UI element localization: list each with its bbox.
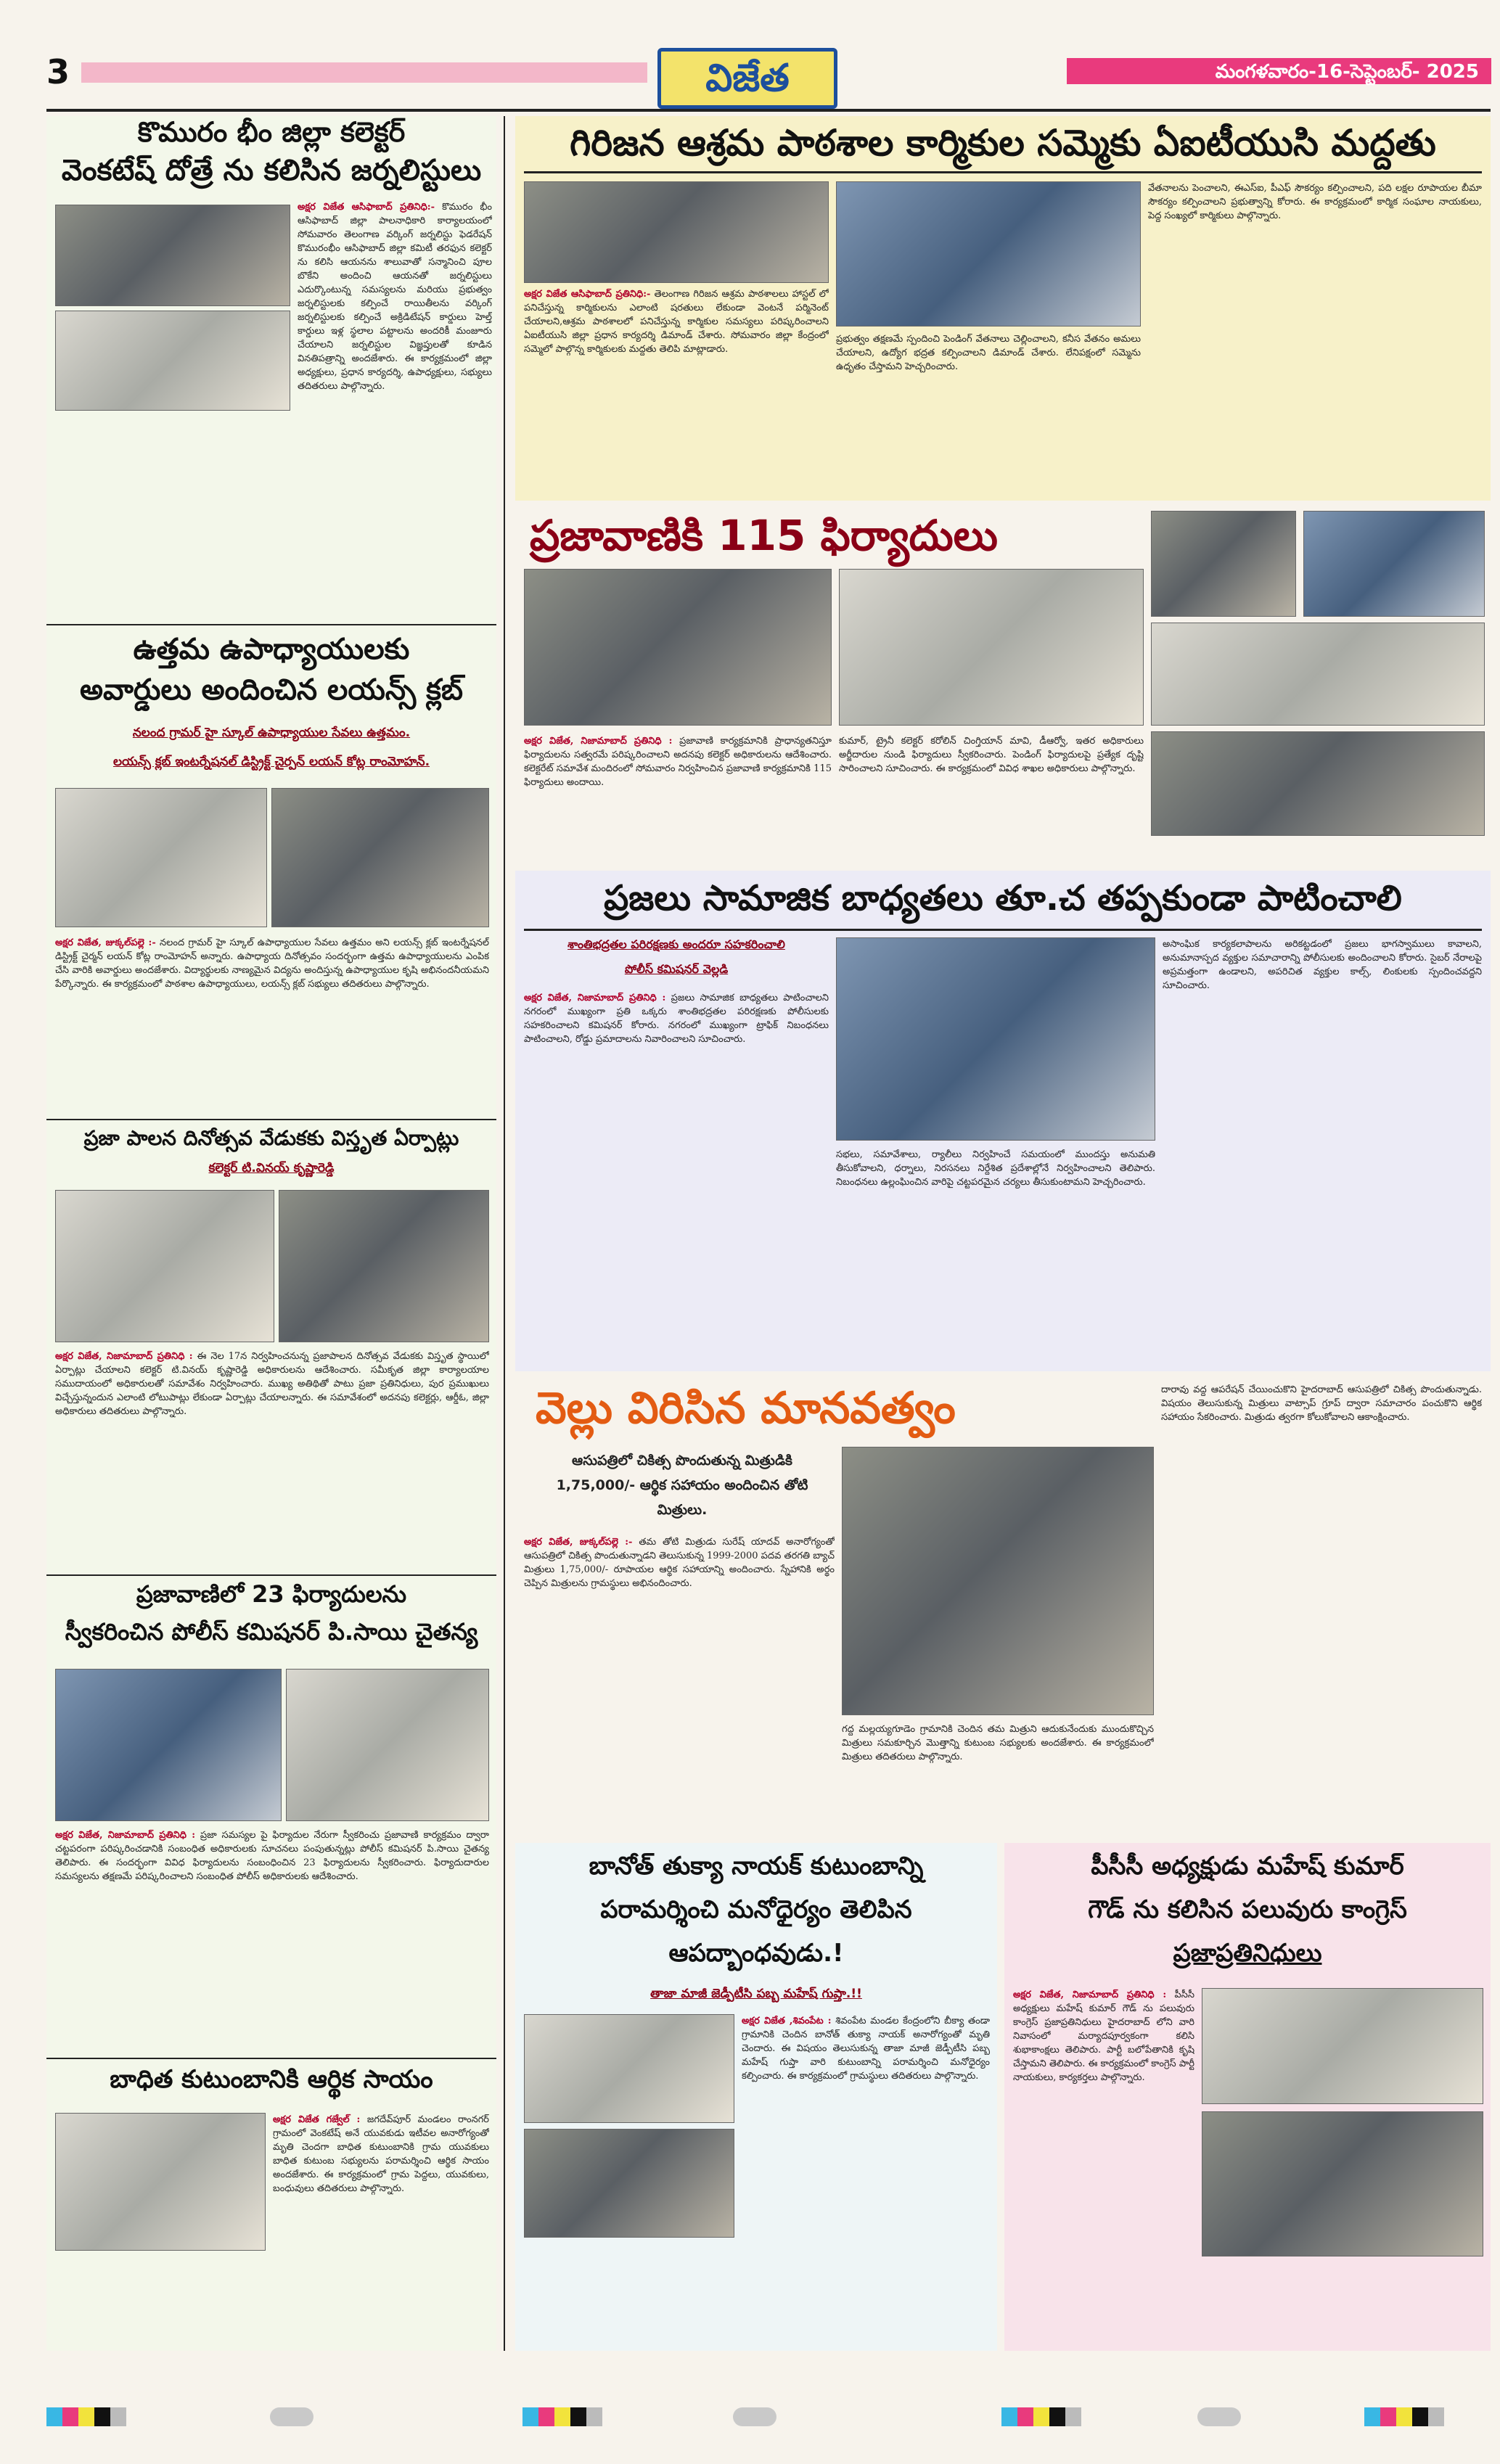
mahesh-photo-bottom bbox=[1202, 2111, 1483, 2256]
tukya-subhead: తాజా మాజీ జెడ్పీటీసి పబ్బ మహేష్ గుప్తా.!! bbox=[650, 1987, 862, 2001]
story2-rule bbox=[46, 1119, 496, 1120]
story1-text: కొమురం భీం ఆసిఫాబాద్ జిల్లా పాలనాధికారి కార్యాలయంలో సోమవారం తెలంగాణ వర్కింగ్ జర్నలిస్టు ఫెడరేషన్ కొమురంభీం ఆసిఫాబాద్ జిల్లా కమిటీ తరఫున కలెక్టర్ ను కలిసి ఆయనను శాలువాతో సన్మానించి పూల బొకేని అందించి ఆయనతో జర్నలిస్టులు ఎదుర్కొంటున్న సమస్యలను మరియు ప్రభుత్వం జర్నలిస్టులకు కల్పించే రాయితీలను వర్కింగ్ జర్నలిస్టులకు కల్పించే అక్రిడిటేషన్ కార్డులు హెల్త్ కార్డులు ఇళ్ల స్థలాల పట్టాలను అందరికీ మంజూరు చేయాలని జర్నలిస్టుల విజ్ఞప్తులతో కూడిన వినతిపత్రాన్ని అందజేశారు. ఈ కార్యక్రమంలో జిల్లా అధ్యక్షులు, ప్రధాన కార్యదర్శి, ఉపాధ్యక్షులు, సభ్యులు తదితరులు పాల్గొన్నారు. bbox=[298, 202, 492, 392]
story4-byline: అక్షర విజేత, నిజామాబాద్ ప్రతినిధి : bbox=[55, 1830, 195, 1841]
prajavani-body-2: కుమార్, ట్రైనీ కలెక్టర్ కరోలిన్ చింగ్తియాన్ మావి, డీఆర్వో, ఇతర అధికారులు అర్జీదారుల నుండి ఫిర్యాదులు స్వీకరించారు. పెండింగ్ ఫిర్యాదులపై ప్రత్యేక దృష్టి సారించాలని సూచించారు. ఈ కార్యక్రమంలో వివిధ శాఖల అధికారులు పాల్గొన్నారు. bbox=[839, 736, 1144, 774]
humanity-photo bbox=[842, 1447, 1154, 1715]
tukya-byline: అక్షర విజేత ,శివంపేట : bbox=[742, 2016, 832, 2026]
top-story-title: గిరిజన ఆశ్రమ పాఠశాల కార్మికుల సమ్మెకు ఏఐటీయుసి మద్దతు bbox=[570, 122, 1436, 164]
top-story-body-3: వేతనాలను పెంచాలని, ఈఎస్ఐ, పీఎఫ్ సౌకర్యం కల్పించాలని, పది లక్షల రూపాయల బీమా సౌకర్యం కల్పించాలని ప్రభుత్వాన్ని కోరారు. ఈ కార్యక్రమంలో కార్మిక సంఘాల నాయకులు, పెద్ద సంఖ్యలో కార్మికులు పాల్గొన్నారు. bbox=[1148, 183, 1482, 221]
story2-title-line2: అవార్డులు అందించిన లయన్స్ క్లబ్ bbox=[79, 673, 464, 707]
police-story-title-rule bbox=[524, 929, 1482, 931]
column-divider bbox=[504, 116, 505, 2351]
humanity-byline: అక్షర విజేత, జుక్కల్‌పల్లె :- bbox=[524, 1537, 633, 1548]
top-story-title-rule bbox=[524, 171, 1482, 173]
masthead-rule bbox=[46, 109, 1491, 112]
story3-photo-right bbox=[279, 1190, 489, 1342]
mahesh-title-line1: పీసీసీ అధ్యక్షుడు మహేష్ కుమార్ bbox=[1091, 1852, 1404, 1881]
issue-date: మంగళవారం-16-సెప్టెంబర్- 2025 bbox=[1215, 61, 1479, 83]
top-story-text-1: తెలంగాణ గిరిజన ఆశ్రమ పాఠశాలలు హాస్టల్ లో పనిచేస్తున్న కార్మికులను ఎలాంటి షరతులు లేకుండా వెంటనే పర్మినెంట్ చేయాలని,ఆశ్రమ పాఠశాలలో పనిచేస్తున్న కార్మికుల సమస్యలు పరిష్కరించాలని ఏఐటీయుసి జిల్లా ప్రధాన కార్యదర్శి డిమాండ్ చేశారు. సోమవారం జిల్లా కేంద్రంలో సమ్మెలో పాల్గొన్న కార్మికులకు మద్దతు తెలిపి మాట్లాడారు. bbox=[524, 289, 829, 355]
story4-photo-right bbox=[286, 1669, 489, 1821]
story3-body bbox=[55, 1350, 489, 1567]
mahesh-byline: అక్షర విజేత, నిజామాబాద్ ప్రతినిధి : bbox=[1013, 1989, 1167, 2000]
prajavani-photo-2 bbox=[839, 569, 1144, 726]
story2-subhead-2: లయన్స్ క్లబ్ ఇంటర్నేషనల్ డిస్ట్రిక్ట్ చైర్పన్ లయన్ కోట్ల రాంమోహన్. bbox=[112, 755, 430, 769]
mahesh-text: పీసీసీ అధ్యక్షులు మహేష్ కుమార్ గౌడ్ ను పలువురు కాంగ్రెస్ ప్రజాప్రతినిధులు హైదరాబాద్ లోని వారి నివాసంలో మర్యాదపూర్వకంగా కలిసి శుభాకాంక్షలు తెలిపారు. పార్టీ బలోపేతానికి కృషి చేస్తామని తెలిపారు. ఈ కార్యక్రమంలో కాంగ్రెస్ పార్టీ నాయకులు, కార్యకర్తలు పాల్గొన్నారు. bbox=[1013, 1989, 1194, 2083]
top-story-body-2: ప్రభుత్వం తక్షణమే స్పందించి పెండింగ్ వేతనాలు చెల్లించాలని, కనీస వేతనం అమలు చేయాలని, ఉద్యోగ భద్రత కల్పించాలని డిమాండ్ చేశారు. లేనిపక్షంలో సమ్మెను ఉధృతం చేస్తామని హెచ్చరించారు. bbox=[836, 334, 1141, 372]
story4-title-line1: ప్రజావాణిలో 23 ఫిర్యాదులను bbox=[136, 1580, 407, 1608]
story1-photo-top bbox=[55, 205, 290, 306]
tukya-title-line2: పరామర్శించి మనోధైర్యం తెలిపిన bbox=[600, 1895, 912, 1924]
police-story-subhead-2: పోలీస్ కమిషనర్ వెల్లడి bbox=[624, 962, 729, 976]
story3-text: ఈ నెల 17న నిర్వహించనున్న ప్రజాపాలన దినోత్సవ వేడుకకు విస్తృత స్థాయిలో ఏర్పాట్లు చేయాలని కలెక్టర్ టి.వినయ్ కృష్ణారెడ్డి అధికారులను ఆదేశించారు. సమీకృత జిల్లా కార్యాలయాల సముదాయంలో అధికారులతో సమావేశం నిర్వహించారు. ముఖ్య అతిథితో పాటు ప్రజా ప్రతినిధులు, పుర ప్రముఖులు విచ్చేస్తున్నందున ఎలాంటి లోటుపాట్లు లేకుండా ఏర్పాట్లు చేయాలన్నారు. ఈ సమావేశంలో అదనపు కలెక్టర్లు, ఆర్డీఓ, జిల్లా అధికారులు తదితరులు పాల్గొన్నారు. bbox=[55, 1351, 489, 1417]
humanity-subhead: ఆసుపత్రిలో చికిత్స పొందుతున్న మిత్రుడికి 1,75,000/- ఆర్థిక సహాయం అందించిన తోటి మిత్రులు. bbox=[556, 1453, 808, 1518]
prajavani-title: ప్రజావాణికి 115 ఫిర్యాదులు bbox=[530, 511, 998, 560]
tukya-photo-top bbox=[524, 2014, 734, 2123]
story5-byline: అక్షర విజేత గజ్వేల్ : bbox=[273, 2114, 361, 2125]
tukya-photo-bottom bbox=[524, 2129, 734, 2238]
humanity-title: వెల్లు విరిసిన మానవత్వం bbox=[536, 1383, 956, 1434]
story3-photo-left bbox=[55, 1190, 274, 1342]
mahesh-title-line3: ప్రజాప్రతినిధులు bbox=[1173, 1939, 1322, 1968]
story4-text: ప్రజా సమస్యల పై ఫిర్యాదుల నేరుగా స్వీకరించు ప్రజావాణి కార్యక్రమం ద్వారా చట్టపరంగా పరిష్కరించడానికి సంబంధిత అధికారులకు సూచనలు పంపుతున్నట్లు పోలీస్ కమిషనర్ పి.సాయి చైతన్య తెలిపారు. ఈ సందర్భంగా వివిధ ఫిర్యాదులను సంబంధించిన 23 ఫిర్యాదులను స్వీకరించారు. ఫిర్యాదుదారుల సమస్యలను తక్షణమే పరిష్కరించాలని సంబంధిత పోలీస్ అధికారులకు ఆదేశించారు. bbox=[55, 1830, 489, 1882]
police-story-text-1: ప్రజలు సామాజిక బాధ్యతలు పాటించాలని నగరంలో ముఖ్యంగా ప్రతి ఒక్కరు శాంతిభద్రతల పరిరక్షణకు పోలీసులకు సహకరించాలని కమిషనర్ కోరారు. నగరంలో ముఖ్యంగా ట్రాఫిక్ నిబంధనలు పాటించాలని, రోడ్డు ప్రమాదాలను నివారించాలని సూచించారు. bbox=[524, 993, 829, 1045]
top-story-photo-1 bbox=[524, 181, 829, 283]
footer-pill-2 bbox=[733, 2407, 776, 2426]
police-story-body-3: అసాంఘిక కార్యకలాపాలను అరికట్టడంలో ప్రజలు భాగస్వాములు కావాలని, అనుమానాస్పద వ్యక్తుల సమాచారాన్ని పోలీసులకు అందించాలని కోరారు. సైబర్ నేరాలపై అప్రమత్తంగా ఉండాలని, అపరిచిత వ్యక్తుల కాల్స్, లింకులకు స్పందించవద్దని సూచించారు. bbox=[1163, 939, 1482, 991]
mahesh-photo-top bbox=[1202, 1988, 1483, 2104]
tukya-title-line1: బానోత్ తుక్యా నాయక్ కుటుంబాన్ని bbox=[589, 1852, 924, 1881]
police-story-body-1 bbox=[524, 991, 829, 1366]
story5-title: బాధిత కుటుంబానికి ఆర్థిక సాయం bbox=[110, 2065, 433, 2094]
story1-title-line1: కొమురం భీం జిల్లా కలెక్టర్ bbox=[137, 116, 406, 148]
prajavani-photo-6 bbox=[1151, 731, 1485, 836]
prajavani-byline: అక్షర విజేత, నిజామాబాద్ ప్రతినిధి : bbox=[524, 736, 673, 747]
police-commissioner-photo bbox=[836, 937, 1155, 1141]
footer-colorbar-3 bbox=[1001, 2407, 1118, 2426]
story2-body bbox=[55, 936, 489, 1114]
police-story-body-2: సభలు, సమావేశాలు, ర్యాలీలు నిర్వహించే సమయంలో ముందస్తు అనుమతి తీసుకోవాలని, ధర్నాలు, నిరసనలు నిర్దేశిత ప్రదేశాల్లోనే నిర్వహించాలని తెలిపారు. నిబంధనలు ఉల్లంఘించిన వారిపై చట్టపరమైన చర్యలు తీసుకుంటామని హెచ్చరించారు. bbox=[836, 1149, 1155, 1188]
story4-body bbox=[55, 1828, 489, 2053]
story5-text: జగదేవ్‌పూర్ మండలం రాంనగర్ గ్రామంలో వెంకటేష్ అనే యువకుడు ఇటీవల అనారోగ్యంతో మృతి చెందగా బాధిత కుటుంబానికి గ్రామ యువకులు బాధిత కుటుంబ సభ్యులను పరామర్శించి ఆర్థిక సాయం అందజేశారు. ఈ కార్యక్రమంలో గ్రామ పెద్దలు, యువకులు, బంధువులు తదితరులు పాల్గొన్నారు. bbox=[273, 2114, 489, 2194]
story1-title-line2: వెంకటేష్ దోత్రే ను కలిసిన జర్నలిస్టులు bbox=[61, 154, 482, 187]
story3-rule bbox=[46, 1574, 496, 1576]
police-story-byline: అక్షర విజేత, నిజామాబాద్ ప్రతినిధి : bbox=[524, 993, 666, 1003]
story1-photo-bottom bbox=[55, 311, 290, 411]
humanity-text-1: తమ తోటి మిత్రుడు సురేష్ యాదవ్ అనారోగ్యంతో ఆసుపత్రిలో చికిత్స పొందుతున్నాడని తెలుసుకున్న 1999-2000 పదవ తరగతి బ్యాచ్ మిత్రులు 1,75,000/- రూపాయల ఆర్థిక సహాయాన్ని అందించారు. స్నేహానికి అర్థం చెప్పిన మిత్రులను గ్రామస్థులు అభినందించారు. bbox=[524, 1537, 835, 1589]
police-story-subhead-1: శాంతిభద్రతల పరిరక్షణకు అందరూ సహకరించాలి bbox=[567, 937, 785, 951]
page-number: 3 bbox=[46, 52, 70, 91]
humanity-body-1 bbox=[524, 1535, 835, 1833]
story2-byline: అక్షర విజేత, జుక్కల్‌పల్లె :- bbox=[55, 937, 156, 948]
tukya-title-line3: ఆపద్బాంధవుడు.! bbox=[668, 1939, 844, 1968]
footer-colorbar-4 bbox=[1364, 2407, 1480, 2426]
top-story-byline: అక్షర విజేత ఆసిఫాబాద్ ప్రతినిధి:- bbox=[524, 289, 651, 300]
prajavani-photo-3 bbox=[1151, 511, 1296, 617]
prajavani-body-1 bbox=[524, 734, 832, 858]
prajavani-photo-1 bbox=[524, 569, 832, 726]
footer-colorbar-2 bbox=[522, 2407, 639, 2426]
police-story-title: ప్రజలు సామాజిక బాధ్యతలు తూ.చ తప్పకుండా పాటించాలి bbox=[604, 878, 1402, 919]
mahesh-body bbox=[1013, 1988, 1194, 2345]
story3-title: ప్రజా పాలన దినోత్సవ వేడుకకు విస్తృత ఏర్పాట్లు bbox=[83, 1126, 459, 1150]
story4-rule bbox=[46, 2058, 496, 2059]
prajavani-photo-5 bbox=[1151, 623, 1485, 726]
humanity-body-3: దారావు వద్ద ఆపరేషన్ చేయించుకొని హైదరాబాద్ ఆసుపత్రిలో చికిత్స పొందుతున్నాడు. విషయం తెలుసుకున్న మిత్రులు వాట్సాప్ గ్రూప్ ద్వారా సమాచారం పంచుకొని ఆర్థిక సహాయం సేకరించారు. మిత్రుడు త్వరగా కోలుకోవాలని ఆకాంక్షించారు. bbox=[1161, 1384, 1482, 1423]
story2-title-line1: ఉత్తమ ఉపాధ్యాయులకు bbox=[133, 633, 410, 666]
top-story-body-1 bbox=[524, 287, 829, 498]
logo-text: విజేత bbox=[705, 57, 790, 100]
story4-photo-left bbox=[55, 1669, 282, 1821]
page-number-bar bbox=[81, 62, 647, 83]
prajavani-text-1: ప్రజావాణి కార్యక్రమానికి ప్రాధాన్యతనిస్తూ ఫిర్యాదులను సత్వరమే పరిష్కరించాలని అదనపు కలెక్టర్ అధికారులను ఆదేశించారు. కలెక్టరేట్ సమావేశ మందిరంలో సోమవారం నిర్వహించిన ప్రజావాణి కార్యక్రమానికి 115 ఫిర్యాదులు అందాయి. bbox=[524, 736, 832, 788]
story2-subhead-1: నలంద గ్రామర్ హై స్కూల్ ఉపాధ్యాయుల సేవలు ఉత్తమం. bbox=[132, 726, 411, 740]
prajavani-photo-4 bbox=[1303, 511, 1485, 617]
story1-rule bbox=[46, 624, 496, 625]
footer-pill-1 bbox=[270, 2407, 313, 2426]
humanity-body-2: గద్ద మల్లయ్యగూడెం గ్రామానికి చెందిన తమ మిత్రుని ఆదుకునేందుకు ముందుకొచ్చిన మిత్రులు సమకూర్చిన మొత్తాన్ని కుటుంబ సభ్యులకు అందజేశారు. ఈ కార్యక్రమంలో మిత్రులు తదితరులు పాల్గొన్నారు. bbox=[842, 1724, 1154, 1762]
tukya-text: శివంపేట మండల కేంద్రంలోని బీక్యా తండా గ్రామానికి చెందిన బానోత్ తుక్యా నాయక్ అనారోగ్యంతో మృతి చెందారు. ఈ విషయం తెలుసుకున్న తాజా మాజీ జెడ్పీటీసి పబ్బ మహేష్ గుప్తా వారి కుటుంబాన్ని పరామర్శించి మనోధైర్యం కల్పించారు. ఈ కార్యక్రమంలో గ్రామస్థులు తదితరులు పాల్గొన్నారు. bbox=[742, 2016, 990, 2082]
story1-byline: అక్షర విజేత ఆసిఫాబాద్ ప్రతినిధి:- bbox=[298, 202, 435, 213]
newspaper-logo bbox=[657, 48, 837, 109]
story2-photo-left bbox=[55, 788, 267, 927]
story2-photo-right bbox=[271, 788, 489, 927]
story5-photo bbox=[55, 2113, 266, 2251]
story3-subhead: కలెక్టర్ టి.వినయ్ కృష్ణారెడ్డి bbox=[208, 1161, 335, 1175]
top-story-photo-2 bbox=[836, 181, 1141, 327]
footer-colorbar-1 bbox=[46, 2407, 163, 2426]
story5-body bbox=[273, 2113, 489, 2345]
footer-pill-3 bbox=[1197, 2407, 1241, 2426]
mahesh-title-line2: గౌడ్ ను కలిసిన పలువురు కాంగ్రెస్ bbox=[1088, 1895, 1407, 1924]
story1-body bbox=[298, 200, 492, 650]
story3-byline: అక్షర విజేత, నిజామాబాద్ ప్రతినిధి : bbox=[55, 1351, 193, 1362]
story2-text: నలంద గ్రామర్ హై స్కూల్ ఉపాధ్యాయుల సేవలు ఉత్తమం అని లయన్స్ క్లబ్ ఇంటర్నేషనల్ డిస్ట్రిక్ట్ చైర్మన్ లయన్ కోట్ల రాంమోహన్ అన్నారు. ఉపాధ్యాయ దినోత్సవం సందర్భంగా ఉత్తమ ఉపాధ్యాయులను ఎంపిక చేసి వారికి అవార్డులు అందజేశారు. విద్యార్థులకు నాణ్యమైన విద్యను అందిస్తున్న ఉపాధ్యాయుల కృషి అభినందనీయమని పేర్కొన్నారు. ఈ కార్యక్రమంలో పాఠశాల ఉపాధ్యాయులు, లయన్స్ క్లబ్ సభ్యులు తదితరులు పాల్గొన్నారు. bbox=[55, 937, 489, 990]
tukya-body bbox=[742, 2014, 990, 2345]
story4-title-line2: స్వీకరించిన పోలీస్ కమిషనర్ పి.సాయి చైతన్య bbox=[65, 1618, 478, 1646]
